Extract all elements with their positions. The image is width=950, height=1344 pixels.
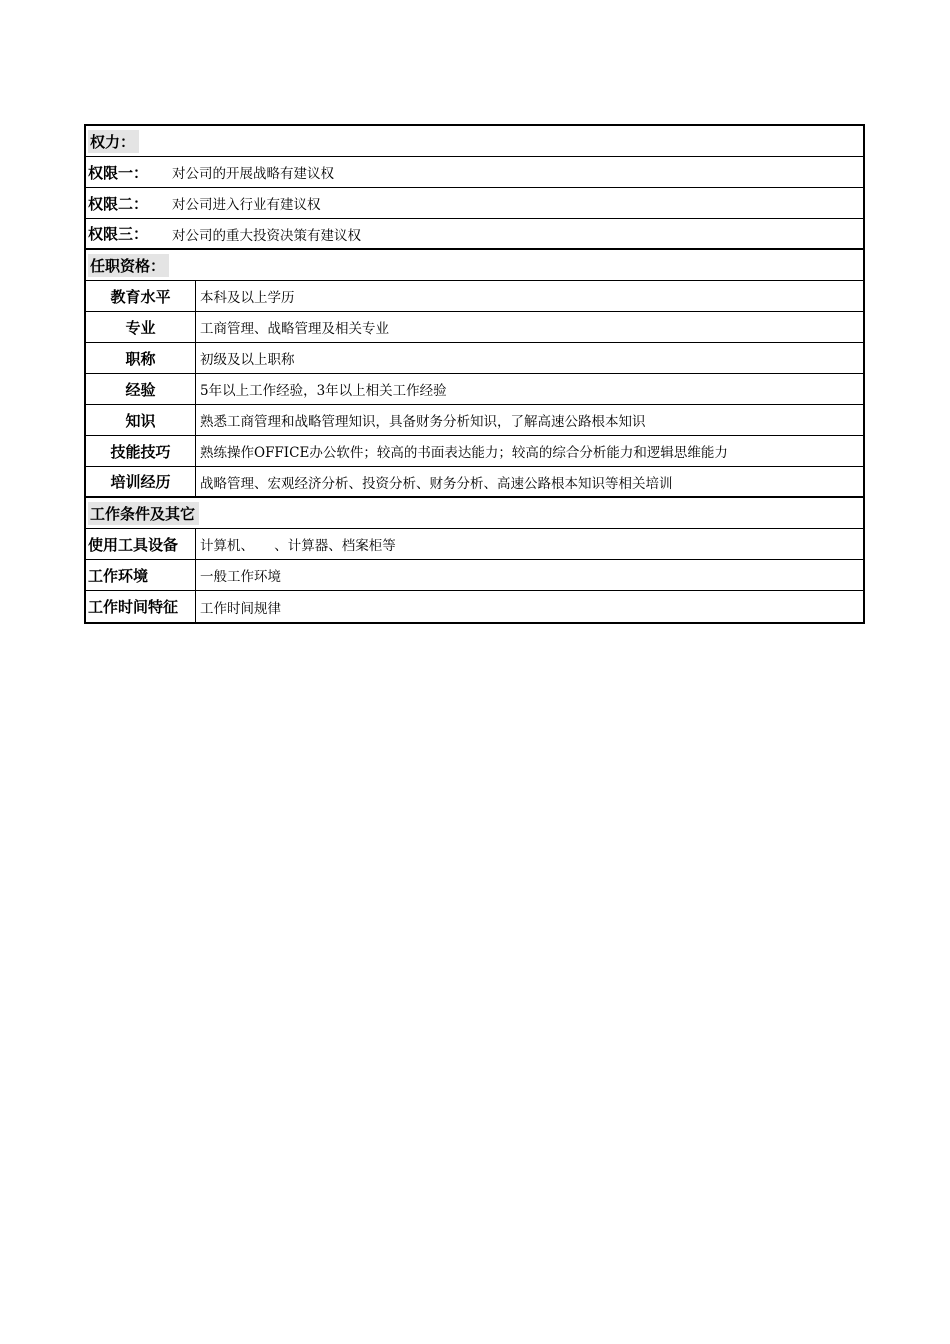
work-condition-value: 计算机、 、计算器、档案柜等 [200, 538, 396, 554]
qualifications-section-header [86, 250, 863, 281]
qualification-label: 职称 [86, 343, 196, 373]
work-condition-label: 使用工具设备 [86, 529, 196, 559]
work-conditions-heading: 工作条件及其它 [88, 502, 199, 525]
qualification-label: 专业 [86, 312, 196, 342]
qualifications-heading: 任职资格： [88, 254, 169, 277]
work-condition-value: 工作时间规律 [200, 600, 281, 617]
qualification-label: 培训经历 [86, 467, 196, 496]
qualification-row [86, 374, 863, 405]
qualification-label: 经验 [86, 374, 196, 404]
authority-value: 对公司的开展战略有建议权 [172, 166, 334, 182]
work-condition-row [86, 529, 863, 560]
authority-row [86, 188, 863, 219]
work-condition-row [86, 591, 863, 622]
qualification-row [86, 281, 863, 312]
qualification-label: 技能技巧 [86, 436, 196, 466]
qualification-value: 熟悉工商管理和战略管理知识，具备财务分析知识，了解高速公路根本知识 [200, 414, 646, 430]
qualification-value: 战略管理、宏观经济分析、投资分析、财务分析、高速公路根本知识等相关培训 [200, 475, 673, 492]
work-conditions-section-header [86, 498, 863, 529]
authority-label: 权限三： [88, 225, 149, 243]
authority-value: 对公司进入行业有建议权 [172, 197, 321, 213]
qualification-row [86, 467, 863, 498]
authority-row [86, 219, 863, 250]
qualification-value: 熟练操作OFFICE办公软件；较高的书面表达能力；较高的综合分析能力和逻辑思维能力 [200, 445, 728, 461]
qualification-value: 本科及以上学历 [200, 290, 295, 306]
authority-label: 权限一： [88, 163, 149, 182]
authority-value: 对公司的重大投资决策有建议权 [172, 227, 361, 244]
work-condition-row [86, 560, 863, 591]
work-condition-value: 一般工作环境 [200, 569, 281, 585]
authority-label: 权限二： [88, 194, 149, 213]
qualification-row [86, 405, 863, 436]
qualification-row [86, 312, 863, 343]
authority-heading: 权力： [88, 130, 139, 153]
work-condition-label: 工作环境 [86, 560, 196, 590]
qualification-value: 初级及以上职称 [200, 352, 295, 368]
qualification-row [86, 436, 863, 467]
authority-section-header [86, 126, 863, 157]
job-description-table [84, 124, 865, 624]
authority-row [86, 157, 863, 188]
work-condition-label: 工作时间特征 [86, 591, 196, 622]
qualification-value: 5年以上工作经验，3年以上相关工作经验 [200, 383, 447, 399]
qualification-row [86, 343, 863, 374]
qualification-value: 工商管理、战略管理及相关专业 [200, 321, 389, 337]
qualification-label: 知识 [86, 405, 196, 435]
qualification-label: 教育水平 [86, 281, 196, 311]
